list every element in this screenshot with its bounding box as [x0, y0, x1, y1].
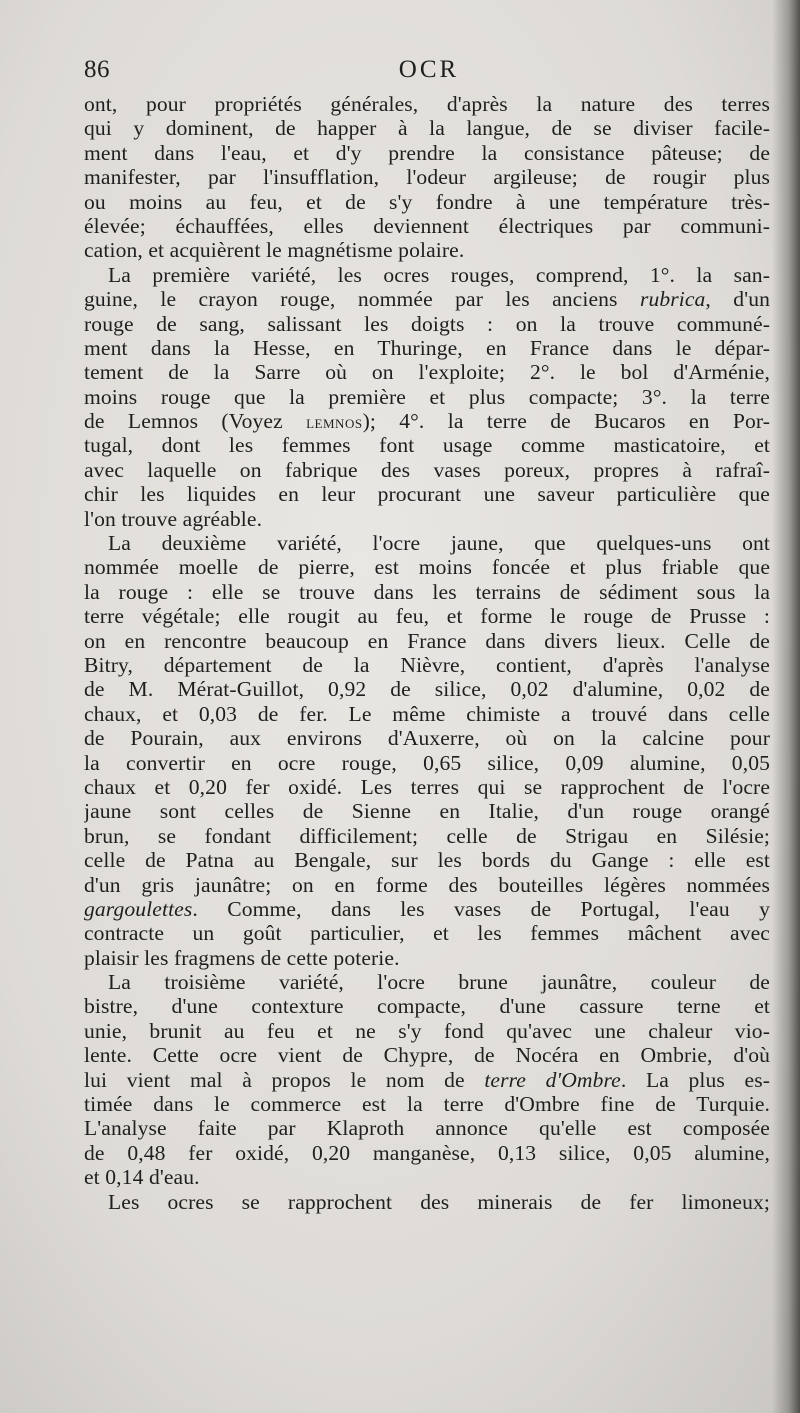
text-line: on en rencontre beaucoup en France dans divers lieux. Celle de [84, 628, 770, 653]
text-line: plaisir les fragmens de cette poterie. [84, 945, 400, 970]
text-line: chir les liquides en leur procurant une saveur particulière que [84, 482, 770, 507]
text-line: La première variété, les ocres rouges, comprend, 1°. la san- [108, 262, 770, 287]
text-line: La troisième variété, l'ocre brune jaunâtre, couleur de [108, 970, 770, 995]
page-header [84, 56, 774, 90]
italic-term: rubrica [639, 287, 706, 312]
text-line: rouge de sang, salissant les doigts : on la trouve communé- [84, 311, 770, 336]
text-line: chaux et 0,20 fer oxidé. Les terres qui se rapprochent de l'ocre [84, 774, 770, 799]
text-line: gargoulettes. Comme, dans les vases de Portugal, l'eau y [84, 896, 770, 921]
text-line: avec laquelle on fabrique des vases poreux, propres à rafraî- [84, 457, 770, 482]
text-line: la convertir en ocre rouge, 0,65 silice, 0,09 alumine, 0,05 [84, 750, 770, 775]
text-line: chaux, et 0,03 de fer. Le même chimiste a trouvé dans celle [84, 701, 770, 726]
text-line: de Pourain, aux environs d'Auxerre, où on la calcine pour [84, 726, 770, 751]
text-line: ont, pour propriétés générales, d'après la nature des terres [84, 92, 770, 116]
text-line: ment dans l'eau, et d'y prendre la consistance pâteuse; de [84, 140, 770, 165]
body-text [84, 92, 770, 1214]
text-line: Les ocres se rapprochent des minerais de fer limoneux; [108, 1189, 770, 1214]
text-line: celle de Patna au Bengale, sur les bords du Gange : elle est [84, 848, 770, 873]
text-line: jaune sont celles de Sienne en Italie, d'un rouge orangé [84, 799, 770, 824]
text-line: ou moins au feu, et de s'y fondre à une température très- [84, 189, 770, 214]
text-line: tement de la Sarre où on l'exploite; 2°. le bol d'Arménie, [84, 360, 770, 385]
text-line: brun, se fondant difficilement; celle de Strigau en Silésie; [84, 823, 770, 848]
text-line: d'un gris jaunâtre; on en forme des bouteilles légères nommées [84, 872, 770, 897]
small-caps-term: lemnos [306, 412, 363, 433]
text-line: cation, et acquièrent le magnétisme polaire. [84, 238, 465, 263]
text-line: de M. Mérat-Guillot, 0,92 de silice, 0,02 d'alumine, 0,02 de [84, 677, 770, 702]
text-line: lente. Cette ocre vient de Chypre, de Nocéra en Ombrie, d'où [84, 1043, 770, 1068]
text-line: contracte un goût particulier, et les femmes mâchent avec [84, 921, 770, 946]
text-line: lui vient mal à propos le nom de terre d'Ombre. La plus es- [84, 1067, 770, 1092]
text-line: et 0,14 d'eau. [84, 1165, 200, 1190]
text-line: la rouge : elle se trouve dans les terrains de sédiment sous la [84, 579, 770, 604]
page-number: 86 [84, 56, 110, 83]
text-line: guine, le crayon rouge, nommée par les anciens rubrica, d'un [84, 287, 770, 312]
page-edge-shadow [772, 0, 800, 1413]
running-head: OCR [398, 56, 460, 83]
text-line: Bitry, département de la Nièvre, contient, d'après l'analyse [84, 652, 770, 677]
text-line: La deuxième variété, l'ocre jaune, que quelques-uns ont [108, 531, 770, 556]
text-line: qui y dominent, de happer à la langue, de se diviser facile- [84, 116, 770, 141]
text-line: unie, brunit au feu et ne s'y fond qu'avec une chaleur vio- [84, 1018, 770, 1043]
text-line: timée dans le commerce est la terre d'Ombre fine de Turquie. [84, 1092, 770, 1117]
text-line: de 0,48 fer oxidé, 0,20 manganèse, 0,13 silice, 0,05 alumine, [84, 1140, 770, 1165]
italic-term: gargoulettes [84, 896, 193, 921]
text-line: ment dans la Hesse, en Thuringe, en France dans le dépar- [84, 335, 770, 360]
text-line: l'on trouve agréable. [84, 506, 263, 531]
text-line: de Lemnos (Voyez lemnos); 4°. la terre de Bucaros en Por- [84, 409, 770, 434]
text-line: élevée; échauffées, elles deviennent électriques par communi- [84, 213, 770, 238]
text-line: tugal, dont les femmes font usage comme masticatoire, et [84, 433, 770, 458]
text-line: L'analyse faite par Klaproth annonce qu'elle est composée [84, 1116, 770, 1141]
italic-term: terre d'Ombre [484, 1067, 621, 1092]
text-line: moins rouge que la première et plus compacte; 3°. la terre [84, 384, 770, 409]
text-line: terre végétale; elle rougit au feu, et forme le rouge de Prusse : [84, 604, 770, 629]
text-line: nommée moelle de pierre, est moins foncée et plus friable que [84, 555, 770, 580]
text-line: bistre, d'une contexture compacte, d'une cassure terne et [84, 994, 770, 1019]
text-line: manifester, par l'insufflation, l'odeur argileuse; de rougir plus [84, 165, 770, 190]
